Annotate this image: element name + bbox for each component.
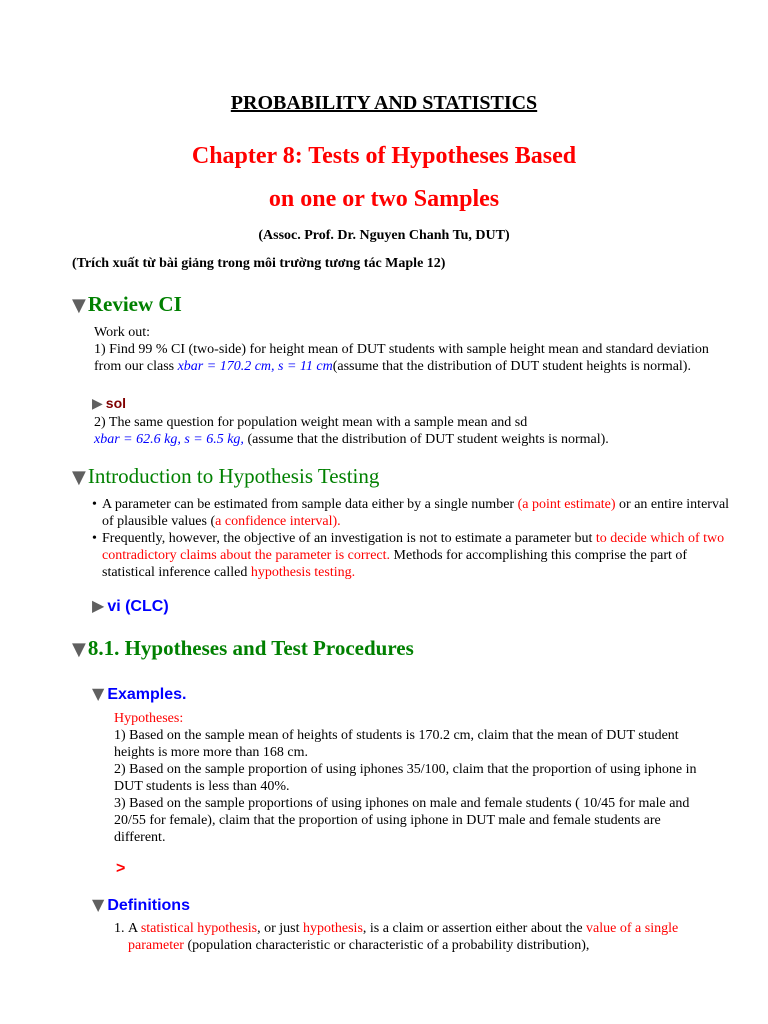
text: A parameter can be estimated from sample data either by a single number — [102, 497, 518, 512]
text: Frequently, however, the objective of an investigation is not to estimate a parameter but — [102, 531, 596, 546]
collapse-triangle-down-icon[interactable]: ▼ — [92, 895, 105, 914]
section-heading: Introduction to Hypothesis Testing — [87, 464, 380, 488]
text: , or just — [257, 921, 303, 936]
hypotheses-label: Hypotheses: — [114, 711, 184, 726]
examples-list — [114, 710, 714, 846]
q1-formula: xbar = 170.2 cm, s = 11 cm — [177, 359, 333, 374]
q2-formula: xbar = 62.6 kg, s = 6.5 kg, — [94, 432, 248, 447]
vi-clc-toggle[interactable] — [92, 596, 169, 616]
collapse-triangle-down-icon[interactable]: ▼ — [72, 467, 86, 488]
highlight: value of a single parameter — [128, 921, 679, 953]
question-1-text — [94, 341, 714, 375]
example-3: 3) Based on the sample proportions of using iphones on male and female students ( 10/45 for male and 20/55 for female), claim that the proportion of using iphone in DUT male and female students are different. — [114, 796, 690, 845]
text: or an entire interval of plausible values ( — [102, 497, 730, 529]
maple-prompt[interactable]: > — [116, 860, 126, 877]
examples-toggle[interactable] — [92, 684, 186, 704]
definitions-label: Definitions — [107, 897, 190, 914]
section-8-1-hypotheses[interactable] — [72, 636, 414, 661]
section-review-ci[interactable] — [72, 292, 182, 317]
expand-triangle-right-icon[interactable]: ▶ — [92, 596, 105, 615]
section-heading: Review CI — [87, 292, 182, 316]
q1-tail: (assume that the distribution of DUT student heights is normal). — [332, 359, 691, 374]
collapse-triangle-down-icon[interactable]: ▼ — [92, 684, 105, 703]
section-heading: 8.1. Hypotheses and Test Procedures — [87, 636, 414, 660]
vi-label: vi (CLC) — [107, 598, 169, 615]
author-line: (Assoc. Prof. Dr. Nguyen Chanh Tu, DUT) — [258, 228, 510, 243]
text: , is a claim or assertion either about the — [362, 921, 587, 936]
list-number: 1. — [114, 921, 125, 936]
sol-toggle[interactable] — [92, 395, 126, 412]
text: (population characteristic or characteristic of a probability distribution), — [183, 938, 590, 953]
definition-text — [114, 920, 714, 954]
q2-line2 — [94, 431, 714, 448]
highlight: a confidence interval). — [215, 514, 341, 529]
source-note: (Trích xuất từ bài giảng trong môi trường tương tác Maple 12) — [72, 256, 446, 271]
work-out-label: Work out: — [94, 325, 151, 340]
example-2: 2) Based on the sample proportion of using iphones 35/100, claim that the proportion of using iphone in DUT students is less than 40%. — [114, 762, 697, 794]
chapter-title-line2: on one or two Samples — [268, 186, 500, 212]
intro-bullet-list — [92, 496, 732, 581]
sol-label: sol — [105, 395, 127, 411]
highlight: hypothesis testing. — [250, 565, 356, 580]
review-question-1 — [94, 324, 714, 375]
section-intro-hypothesis-testing[interactable] — [72, 464, 379, 489]
collapse-triangle-down-icon[interactable]: ▼ — [72, 295, 86, 316]
q2-text: 2) The same question for population weight mean with a sample mean and sd — [94, 415, 528, 430]
collapse-triangle-down-icon[interactable]: ▼ — [72, 639, 86, 660]
example-1: 1) Based on the sample mean of heights of students is 170.2 cm, claim that the mean of DUT student heights is more more than 168 cm. — [114, 728, 679, 760]
document-title: PROBABILITY AND STATISTICS — [230, 92, 538, 114]
highlight: hypothesis — [303, 921, 363, 936]
highlight: to decide which of two contradictory claims about the parameter is correct. — [102, 531, 725, 563]
bullet-icon: • — [92, 531, 97, 546]
bullet-icon: • — [92, 497, 97, 512]
bullet-item-1 — [92, 496, 732, 530]
review-question-2 — [94, 414, 714, 448]
q1-text: 1) Find 99 % CI (two-side) for height mean of DUT students with sample height mean and standard deviation from our class — [94, 342, 709, 374]
definition-item-1 — [114, 920, 714, 954]
highlight: statistical hypothesis — [140, 921, 258, 936]
q2-tail: (assume that the distribution of DUT student weights is normal). — [247, 432, 609, 447]
examples-label: Examples. — [107, 686, 187, 703]
definitions-toggle[interactable] — [92, 895, 190, 915]
expand-triangle-right-icon[interactable]: ▶ — [92, 396, 103, 412]
chapter-title-line1: Chapter 8: Tests of Hypotheses Based — [191, 143, 577, 169]
highlight: (a point estimate) — [517, 497, 616, 512]
text: Methods for accomplishing this comprise the part of statistical inference called — [102, 548, 688, 580]
text: A — [128, 921, 141, 936]
bullet-item-2 — [92, 530, 732, 581]
